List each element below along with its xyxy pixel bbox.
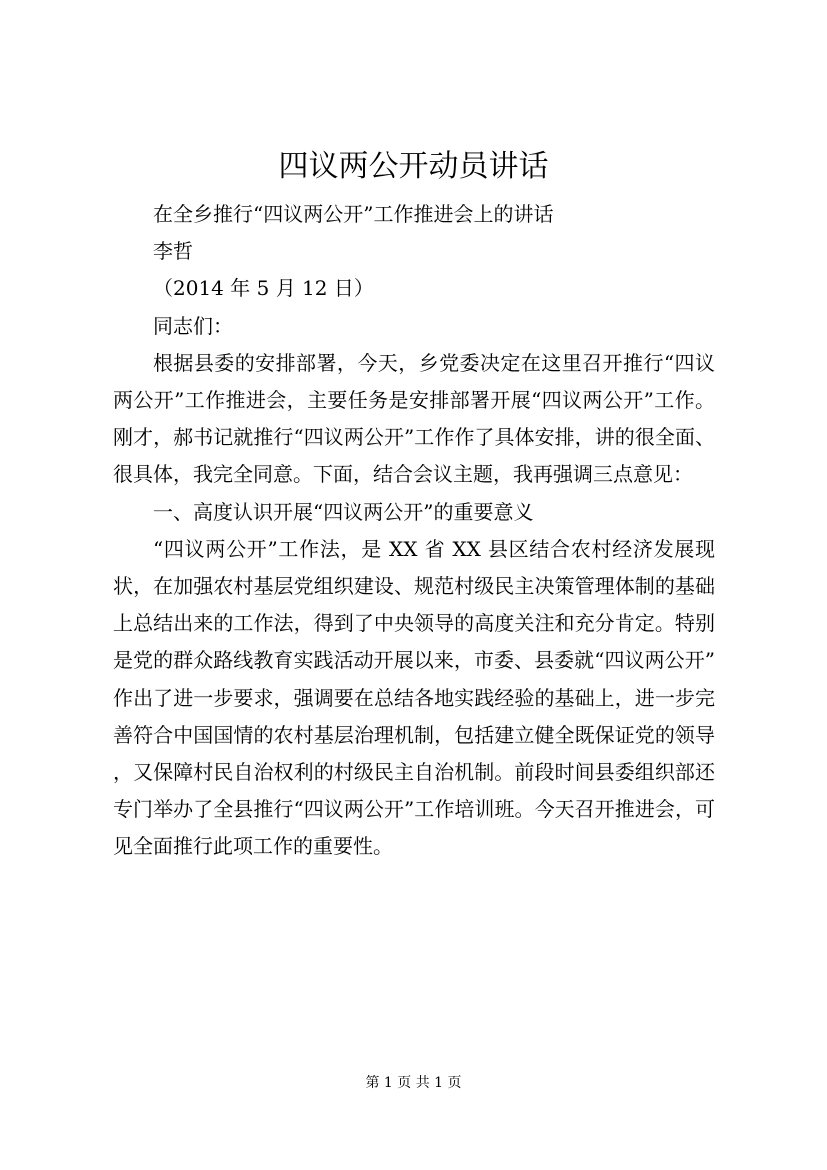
section-heading-1: 一、高度认识开展“四议两公开”的重要意义 [153,499,534,524]
page-footer: 第 1 页 共 1 页 [365,1075,462,1091]
document-date: （2014 年 5 月 12 日） [153,276,374,301]
document-subtitle: 在全乡推行“四议两公开”工作推进会上的讲话 [153,202,554,226]
paragraph-intro: 根据县委的安排部署，今天，乡党委决定在这里召开推行“四议两公开”工作推进会，主要任务是安排部署开展“四议两公开”工作。刚才，郝书记就推行“四议两公开”工作作了具体安排，讲的很全面、很具体，我完全同意。下面，结合会议主题，我再强调三点意见： [113,350,715,487]
document-author: 李哲 [153,239,193,264]
document-salutation: 同志们： [153,313,233,338]
document-title: 四议两公开动员讲话 [278,149,549,184]
document-body [113,196,715,866]
paragraph-section-1: “四议两公开”工作法，是 XX 省 XX 县区结合农村经济发展现状，在加强农村基层党组织建设、规范村级民主决策管理体制的基础上总结出来的工作法，得到了中央领导的高度关注和充分肯定。特别是党的群众路线教育实践活动开展以来，市委、县委就“四议两公开”作出了进一步要求，强调要在总结各地实践经验的基础上，进一步完善符合中国国情的农村基层治理机制，包括建立健全既保证党的领导，又保障村民自治权利的村级民主自治机制。前段时间县委组织部还专门举办了全县推行“四议两公开”工作培训班。今天召开推进会，可见全面推行此项工作的重要性。 [113,536,715,859]
